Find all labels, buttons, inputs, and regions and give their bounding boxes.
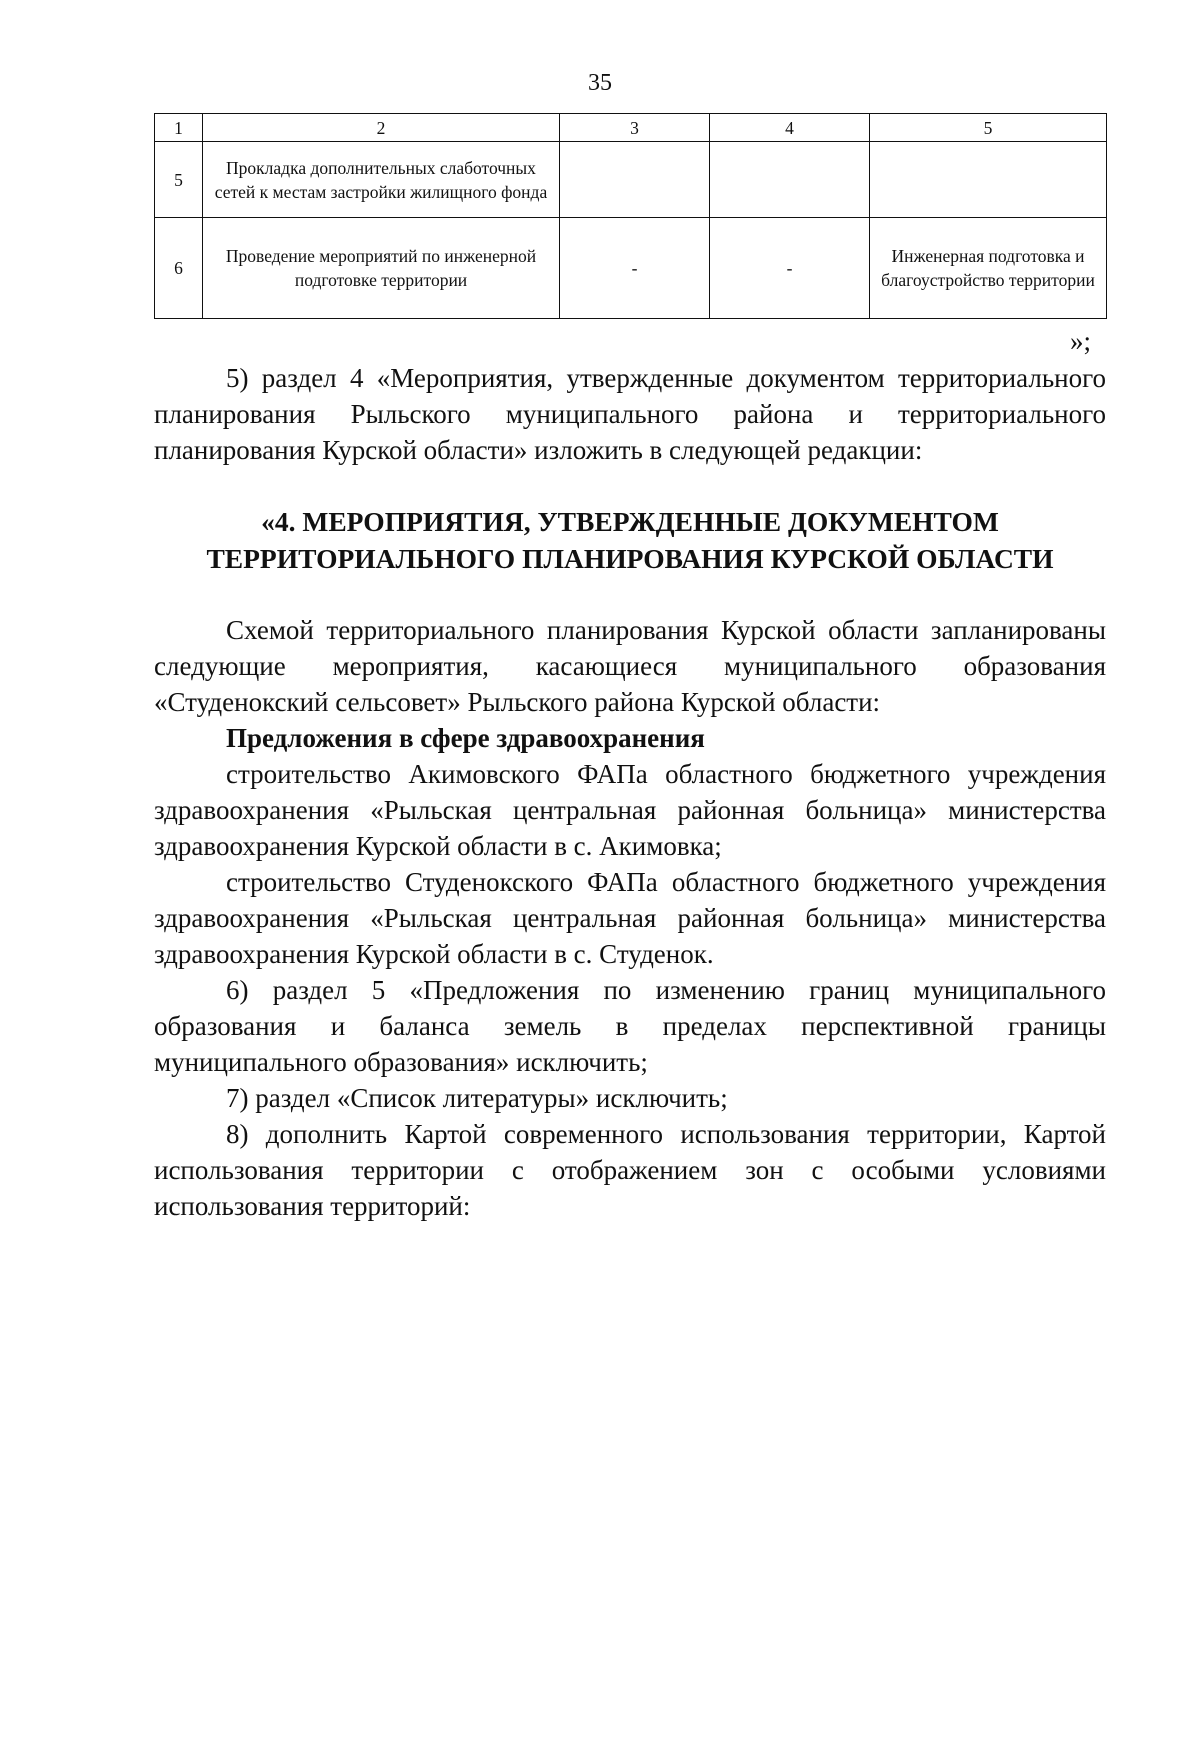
table-header-cell: 4 [710,114,870,142]
table-cell: - [560,218,710,319]
section-heading-line: «4. МЕРОПРИЯТИЯ, УТВЕРЖДЕННЫЕ ДОКУМЕНТОМ [261,506,999,537]
item-studenok: строительство Студенокского ФАПа областного бюджетного учреждения здравоохранения «Рыльская центральная районная больница» министерства здравоохранения Курской области в с. Студенок. [154,867,1106,969]
paragraph-section-5: 6) раздел 5 «Предложения по изменению границ муниципального образования и баланса земель в пределах перспективной границы муниципального образования» исключить; [154,975,1106,1077]
table-header-cell: 1 [155,114,203,142]
amendment-text-block [154,360,1106,468]
table-header-cell: 2 [203,114,560,142]
row-number-cell: 6 [155,218,203,319]
table-cell [710,142,870,218]
activities-table [154,113,1107,319]
intro-paragraph: Схемой территориального планирования Курской области запланированы следующие мероприятия, касающиеся муниципального образования «Студенокский сельсовет» Рыльского района Курской области: [154,615,1106,717]
paragraph-section-4: 5) раздел 4 «Мероприятия, утвержденные документом территориального планирования Рыльского муниципального района и территориального планирования Курской области» изложить в следующей редакции: [154,363,1106,465]
section-heading [154,503,1106,577]
paragraph-maps: 8) дополнить Картой современного использования территории, Картой использования территории с отображением зон с особыми условиями использования территорий: [154,1119,1106,1221]
activity-cell: Проведение мероприятий по инженерной подготовке территории [203,218,560,319]
table-cell: Инженерная подготовка и благоустройство территории [870,218,1107,319]
table-header-cell: 3 [560,114,710,142]
paragraph-literature: 7) раздел «Список литературы» исключить; [226,1083,728,1113]
row-number-cell: 5 [155,142,203,218]
section-body [154,612,1106,1224]
table-header-cell: 5 [870,114,1107,142]
section-heading-line: ТЕРРИТОРИАЛЬНОГО ПЛАНИРОВАНИЯ КУРСКОЙ ОБЛАСТИ [206,543,1054,574]
item-akimovka: строительство Акимовского ФАПа областного бюджетного учреждения здравоохранения «Рыльская центральная районная больница» министерства здравоохранения Курской области в с. Акимовка; [154,759,1106,861]
table-row [155,218,1107,319]
table-cell: - [710,218,870,319]
table-header-row [155,114,1107,142]
table-row [155,142,1107,218]
page-number: 35 [588,70,612,96]
closing-quote-mark: »; [1070,326,1092,356]
table-cell [870,142,1107,218]
activity-cell: Прокладка дополнительных слаботочных сетей к местам застройки жилищного фонда [203,142,560,218]
table-cell [560,142,710,218]
health-subheading: Предложения в сфере здравоохранения [226,723,705,753]
